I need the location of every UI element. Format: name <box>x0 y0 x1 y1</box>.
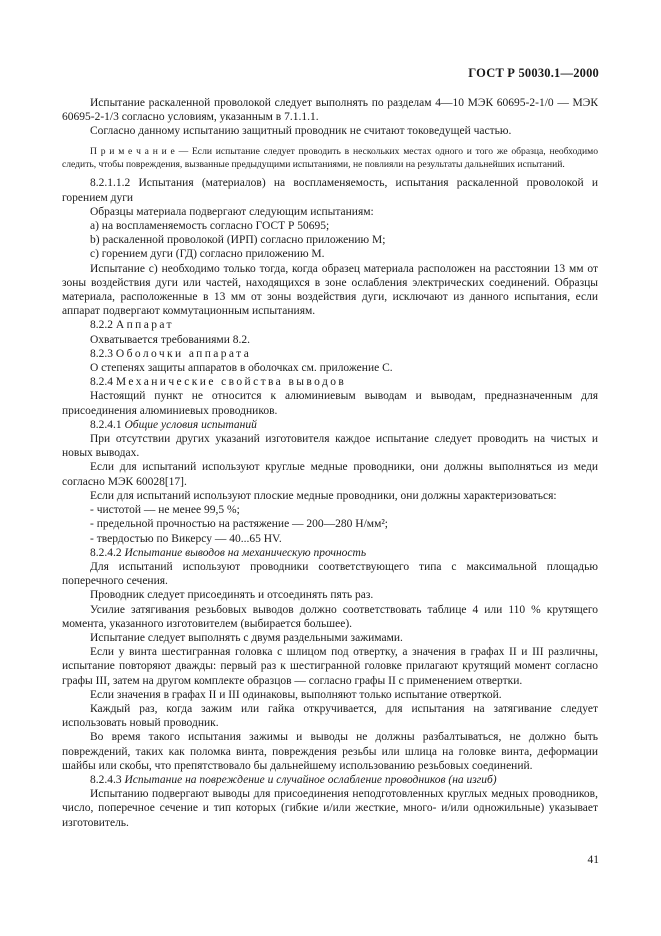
paragraph: Испытание с) необходимо только тогда, когда образец материала расположен на расстоянии 13 мм от зоны воздействия дуги или частей, находящихся в зоне ослабления электрических соединений. Образцы материала, расположенные в 13 мм от зоны воздействия дуги, исключают из данного испытания, если аппарат подвергают коммутационным испытаниям. <box>62 262 598 318</box>
paragraph: Испытанию подвергают выводы для присоединения неподготовленных круглых медных проводников, число, поперечное сечение и тип которых (гибкие и/или жесткие, много- и/или одножильные) указывает изготовитель. <box>62 788 598 829</box>
section-number: 8.2.4.1 <box>90 418 125 431</box>
paragraph: Если у винта шестигранная головка с шлицом под отвертку, а значения в графах II и III различны, испытание повторяют дважды: первый раз к шестигранной головке прилагают крутящий момент согласно графы III, затем на другом комплекте образцов — согласно графы II с применением отвертки. <box>62 646 598 687</box>
section-title: Испытание выводов на механическую прочность <box>124 546 367 559</box>
section-number: 8.2.4.2 <box>90 546 125 559</box>
section-heading <box>62 546 598 560</box>
list-item: b) раскаленной проволокой (ИРП) согласно приложению М; <box>90 234 386 247</box>
paragraph: О степенях защиты аппаратов в оболочках см. приложение С. <box>90 362 393 375</box>
list-item: - твердостью по Викерсу — 40...65 HV. <box>90 532 282 545</box>
list-item: c) горением дуги (ГД) согласно приложению М. <box>90 248 325 261</box>
paragraph: Если для испытаний используют круглые медные проводники, они должны выполняться из меди согласно МЭК 60028[17]. <box>62 461 598 488</box>
note-text: — Если испытание следует проводить в нескольких местах одного и того же образца, необходимо следить, чтобы повреждения, вызванные предыдущими испытаниями, не повлияли на результаты дальнейших испытаний. <box>62 145 598 171</box>
section-heading: 8.2.1.1.2 Испытания (материалов) на воспламеняемость, испытания раскаленной проволокой и горением дуги <box>62 177 598 204</box>
paragraph: При отсутствии других указаний изготовителя каждое испытание следует проводить на чистых и новых выводах. <box>62 433 598 460</box>
section-title: Оболочки аппарата <box>115 347 252 360</box>
paragraph: Настоящий пункт не относится к алюминиевым выводам и выводам, предназначенным для присоединения алюминиевых проводников. <box>62 390 598 417</box>
paragraph: Если для испытаний используют плоские медные проводники, они должны характеризоваться: <box>90 489 557 502</box>
paragraph: Каждый раз, когда зажим или гайка откручивается, для испытания на затягивание следует использовать новый проводник. <box>62 702 598 730</box>
paragraph: Согласно данному испытанию защитный проводник не считают токоведущей частью. <box>90 125 512 138</box>
section-heading <box>62 773 598 787</box>
paragraph: Если значения в графах II и III одинаковы, выполняют только испытание отверткой. <box>90 688 502 701</box>
paragraph: Усилие затягивания резьбовых выводов должно соответствовать таблице 4 или 110 % крутящего момента, указанного изготовителем (выбирается большее). <box>62 603 598 630</box>
section-title: Испытание на повреждение и случайное ослабление проводников (на изгиб) <box>124 773 497 786</box>
note-label: П р и м е ч а н и е <box>90 145 175 157</box>
section-heading <box>62 347 598 361</box>
section-heading <box>62 375 598 389</box>
property-list <box>62 503 598 546</box>
section-number: 8.2.3 <box>90 347 116 360</box>
paragraph: Охватывается требованиями 8.2. <box>90 333 250 346</box>
section-title: Общие условия испытаний <box>124 418 257 431</box>
section-number: 8.2.4.3 <box>90 773 125 786</box>
section-title: Механические свойства выводов <box>115 376 347 389</box>
test-list <box>62 219 598 262</box>
paragraph: Испытание раскаленной проволокой следует выполнять по разделам 4—10 МЭК 60695-2-1/0 — МЭК 60695-2-1/3 согласно условиям, указанным в 7.1.1.1. <box>62 97 598 124</box>
section-title: Аппарат <box>115 319 174 332</box>
list-item: а) на воспламеняемость согласно ГОСТ Р 50695; <box>90 220 330 233</box>
page-header: ГОСТ Р 50030.1—2000 <box>468 66 599 80</box>
page-number: 41 <box>587 854 599 866</box>
paragraph: Проводник следует присоединять и отсоединять пять раз. <box>90 589 374 602</box>
paragraph: Для испытаний используют проводники соответствующего типа с максимальной площадью поперечного сечения. <box>62 560 598 588</box>
section-heading <box>62 318 598 332</box>
paragraph: Образцы материала подвергают следующим испытаниям: <box>90 205 374 218</box>
section-number: 8.2.2 <box>90 319 116 332</box>
list-item: - предельной прочностью на растяжение — 200—280 Н/мм²; <box>90 518 388 531</box>
section-heading <box>62 418 598 432</box>
paragraph: Во время такого испытания зажимы и выводы не должны разбалтываться, не должно быть повреждений, таких как поломка винта, повреждения резьбы или шлица на головке винта, деформации шайбы или скобы, что препятствовало бы дальнейшему использованию резьбовых соединений. <box>62 731 598 772</box>
page-body <box>62 96 598 830</box>
list-item: - чистотой — не менее 99,5 %; <box>90 504 240 517</box>
paragraph: Испытание следует выполнять с двумя раздельными зажимами. <box>90 631 403 644</box>
section-number: 8.2.4 <box>90 376 116 389</box>
note <box>62 145 598 172</box>
